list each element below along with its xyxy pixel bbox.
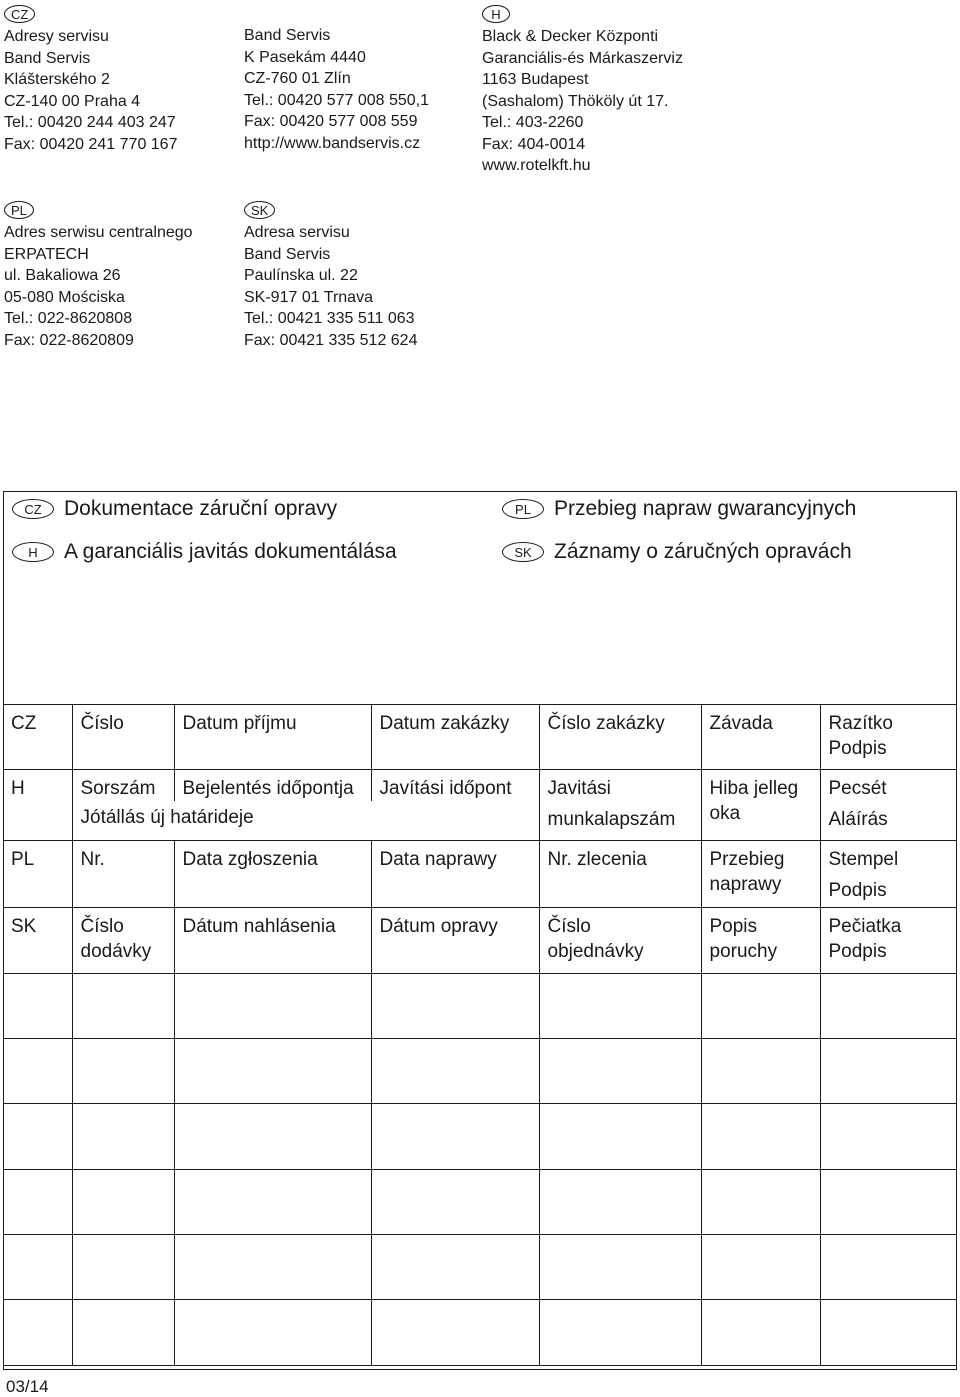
table-cell[interactable]: [701, 1235, 820, 1300]
table-cell[interactable]: [72, 1235, 174, 1300]
table-cell[interactable]: [820, 1104, 957, 1170]
address-line: Adres serwisu centralnego: [4, 224, 193, 241]
row-language-label: H: [3, 770, 72, 841]
address-line: K Pasekám 4440: [244, 48, 366, 66]
address-line: Band Servis: [4, 49, 91, 67]
table-cell[interactable]: [72, 1039, 174, 1104]
table-row: [3, 974, 957, 1039]
address-pl: [4, 200, 193, 351]
address-cz-zlin: [244, 25, 429, 154]
form-heading-cz: [12, 497, 337, 521]
address-line: Tel.: 00420 577 008 550,1: [244, 91, 430, 109]
table-cell[interactable]: [3, 974, 72, 1039]
table-cell[interactable]: [371, 1104, 539, 1170]
address-line: 05-080 Mościska: [4, 288, 125, 306]
address-line: CZ-140 00 Praha 4: [4, 92, 141, 110]
table-cell[interactable]: [539, 1170, 701, 1235]
address-line: Tel.: 022-8620808: [4, 310, 133, 327]
number-label-2: dodávky: [80, 941, 152, 962]
column-label-worksheet-number: [539, 770, 701, 841]
address-line: ul. Bakaliowa 26: [4, 267, 121, 284]
address-line: Fax: 404-0014: [482, 135, 586, 153]
stamp-label: Stempel: [828, 849, 899, 870]
address-line: Tel.: 00420 244 403 247: [4, 114, 176, 131]
address-line: 1163 Budapest: [482, 71, 589, 88]
address-line: Tel.: 00421 335 511 063: [244, 310, 415, 327]
address-line: http://www.bandservis.cz: [244, 134, 421, 152]
country-badge-sk: SK: [244, 201, 275, 219]
table-cell[interactable]: [72, 1300, 174, 1366]
address-line: ERPATECH: [4, 245, 89, 263]
repair-log-table: [3, 704, 957, 1366]
country-badge-h: H: [482, 5, 510, 23]
table-cell[interactable]: [701, 974, 820, 1039]
column-label-number: [72, 908, 174, 974]
table-cell[interactable]: [174, 1104, 371, 1170]
table-cell[interactable]: [3, 1170, 72, 1235]
table-header-row-cz: [3, 705, 957, 770]
table-row: [3, 1235, 957, 1300]
table-cell[interactable]: [539, 1300, 701, 1366]
column-label-fault: [701, 770, 820, 841]
column-label-stamp-signature: [820, 841, 957, 908]
fault-label-2: poruchy: [709, 941, 778, 962]
address-line: Fax: 00420 577 008 559: [244, 113, 418, 130]
table-cell[interactable]: [539, 1104, 701, 1170]
table-cell[interactable]: [174, 974, 371, 1039]
address-line: (Sashalom) Thököly út 17.: [482, 92, 669, 110]
table-cell[interactable]: [371, 1039, 539, 1104]
column-label-order-number: [539, 908, 701, 974]
column-label-order-number: Nr. zlecenia: [539, 841, 701, 908]
column-label-received-date: Datum příjmu: [174, 705, 371, 770]
table-cell[interactable]: [539, 1039, 701, 1104]
address-line: Fax: 022-8620809: [4, 331, 134, 349]
table-cell[interactable]: [701, 1170, 820, 1235]
number-label-1: Číslo: [80, 916, 124, 937]
stamp-label: Pecsét: [828, 778, 887, 799]
address-line: Klášterského 2: [4, 71, 110, 88]
table-header-row-h: [3, 770, 957, 841]
country-badge-cz: CZ: [12, 499, 54, 519]
signature-label: Podpis: [828, 880, 887, 901]
row-language-label: SK: [3, 908, 72, 974]
form-heading-pl: [502, 497, 856, 521]
signature-label: Aláírás: [828, 809, 888, 830]
column-label-stamp-signature: [820, 770, 957, 841]
fault-label-1: Przebieg: [709, 849, 785, 870]
table-cell[interactable]: [72, 1170, 174, 1235]
table-cell[interactable]: [820, 974, 957, 1039]
form-heading-sk: [502, 540, 852, 564]
column-label-fault: [701, 841, 820, 908]
column-label-number: Nr.: [72, 841, 174, 908]
column-label-repair-date: Dátum opravy: [371, 908, 539, 974]
address-line: Black & Decker Központi: [482, 28, 659, 45]
table-cell[interactable]: [701, 1104, 820, 1170]
row-language-label: PL: [3, 841, 72, 908]
column-label-number: Číslo: [72, 705, 174, 770]
column-label-order-date: Datum zakázky: [371, 705, 539, 770]
table-header-row-pl: [3, 841, 957, 908]
address-line: Adresa servisu: [244, 224, 350, 241]
column-label-order-number: Číslo zakázky: [539, 705, 701, 770]
fault-label-2: oka: [709, 803, 741, 824]
form-heading-text: Dokumentace záruční opravy: [64, 497, 338, 520]
table-cell[interactable]: [820, 1170, 957, 1235]
column-label-fault: [701, 908, 820, 974]
address-line: Fax: 00421 335 512 624: [244, 331, 418, 349]
address-sk: [244, 200, 417, 351]
table-cell[interactable]: [174, 1235, 371, 1300]
column-label-stamp-signature: [820, 705, 957, 770]
country-badge-cz: CZ: [4, 5, 35, 23]
order-label-2: objednávky: [547, 941, 644, 962]
table-cell[interactable]: [371, 1300, 539, 1366]
table-cell[interactable]: [3, 1235, 72, 1300]
form-heading-text: A garanciális javitás dokumentálása: [64, 540, 397, 563]
signature-label: Podpis: [828, 738, 887, 759]
stamp-label: Pečiatka: [828, 916, 902, 937]
column-label-received-date: Dátum nahlásenia: [174, 908, 371, 974]
address-h-budapest: [482, 4, 683, 177]
table-cell[interactable]: [174, 1039, 371, 1104]
form-heading-text: Záznamy o záručných opravách: [554, 540, 852, 563]
column-label-number: Sorszám: [80, 778, 156, 799]
table-cell[interactable]: [371, 1235, 539, 1300]
table-cell[interactable]: [820, 1039, 957, 1104]
table-cell[interactable]: [539, 1235, 701, 1300]
table-cell[interactable]: [701, 1039, 820, 1104]
column-label-received-date: Bejelentés időpontja: [174, 770, 371, 801]
address-line: www.rotelkft.hu: [482, 157, 591, 174]
fault-label-2: naprawy: [709, 874, 782, 895]
table-cell[interactable]: [820, 1235, 957, 1300]
table-row: [3, 1104, 957, 1170]
table-header-row-sk: [3, 908, 957, 974]
fault-label-1: Popis: [709, 916, 758, 937]
address-line: Adresy servisu: [4, 28, 109, 45]
table-cell[interactable]: [371, 974, 539, 1039]
address-line: Garanciális-és Márkaszerviz: [482, 49, 683, 67]
country-badge-pl: PL: [502, 499, 544, 519]
form-heading-h: [12, 540, 397, 564]
fault-label-1: Hiba jelleg: [709, 778, 799, 799]
column-label-group: [72, 770, 539, 841]
signature-label: Podpis: [828, 941, 887, 962]
address-line: Tel.: 403-2260: [482, 114, 584, 131]
table-cell[interactable]: [701, 1300, 820, 1366]
table-cell[interactable]: [3, 1300, 72, 1366]
country-badge-sk: SK: [502, 542, 544, 562]
table-row: [3, 1039, 957, 1104]
row-language-label: CZ: [3, 705, 72, 770]
column-label-repair-date: Javítási időpont: [371, 770, 520, 801]
table-cell[interactable]: [72, 974, 174, 1039]
table-cell[interactable]: [3, 1039, 72, 1104]
column-label-fault: Závada: [701, 705, 820, 770]
order-label-1: Číslo: [547, 916, 591, 937]
table-cell[interactable]: [371, 1170, 539, 1235]
column-label-received-date: Data zgłoszenia: [174, 841, 371, 908]
country-badge-h: H: [12, 542, 54, 562]
table-row: [3, 1300, 957, 1366]
table-cell[interactable]: [820, 1300, 957, 1366]
worksheet-label-2: munkalapszám: [547, 809, 676, 830]
worksheet-label-1: Javitási: [547, 778, 611, 799]
column-label-stamp-signature: [820, 908, 957, 974]
table-cell[interactable]: [174, 1300, 371, 1366]
column-label-new-warranty-deadline: Jótállás új határideje: [80, 807, 254, 828]
table-cell[interactable]: [174, 1170, 371, 1235]
address-line: Band Servis: [244, 27, 331, 44]
form-heading-text: Przebieg napraw gwarancyjnych: [554, 497, 857, 520]
table-cell[interactable]: [72, 1104, 174, 1170]
table-row: [3, 1170, 957, 1235]
stamp-label: Razítko: [828, 713, 893, 734]
address-line: SK-917 01 Trnava: [244, 288, 373, 306]
address-line: Paulínska ul. 22: [244, 267, 358, 284]
column-label-repair-date: Data naprawy: [371, 841, 539, 908]
address-line: Fax: 00420 241 770 167: [4, 135, 178, 153]
address-line: Band Servis: [244, 245, 331, 263]
country-badge-pl: PL: [4, 201, 34, 219]
address-line: CZ-760 01 Zlín: [244, 70, 351, 87]
table-cell[interactable]: [539, 974, 701, 1039]
address-cz-praha: [4, 4, 177, 155]
table-cell[interactable]: [3, 1104, 72, 1170]
page-number: 03/14: [6, 1377, 49, 1396]
